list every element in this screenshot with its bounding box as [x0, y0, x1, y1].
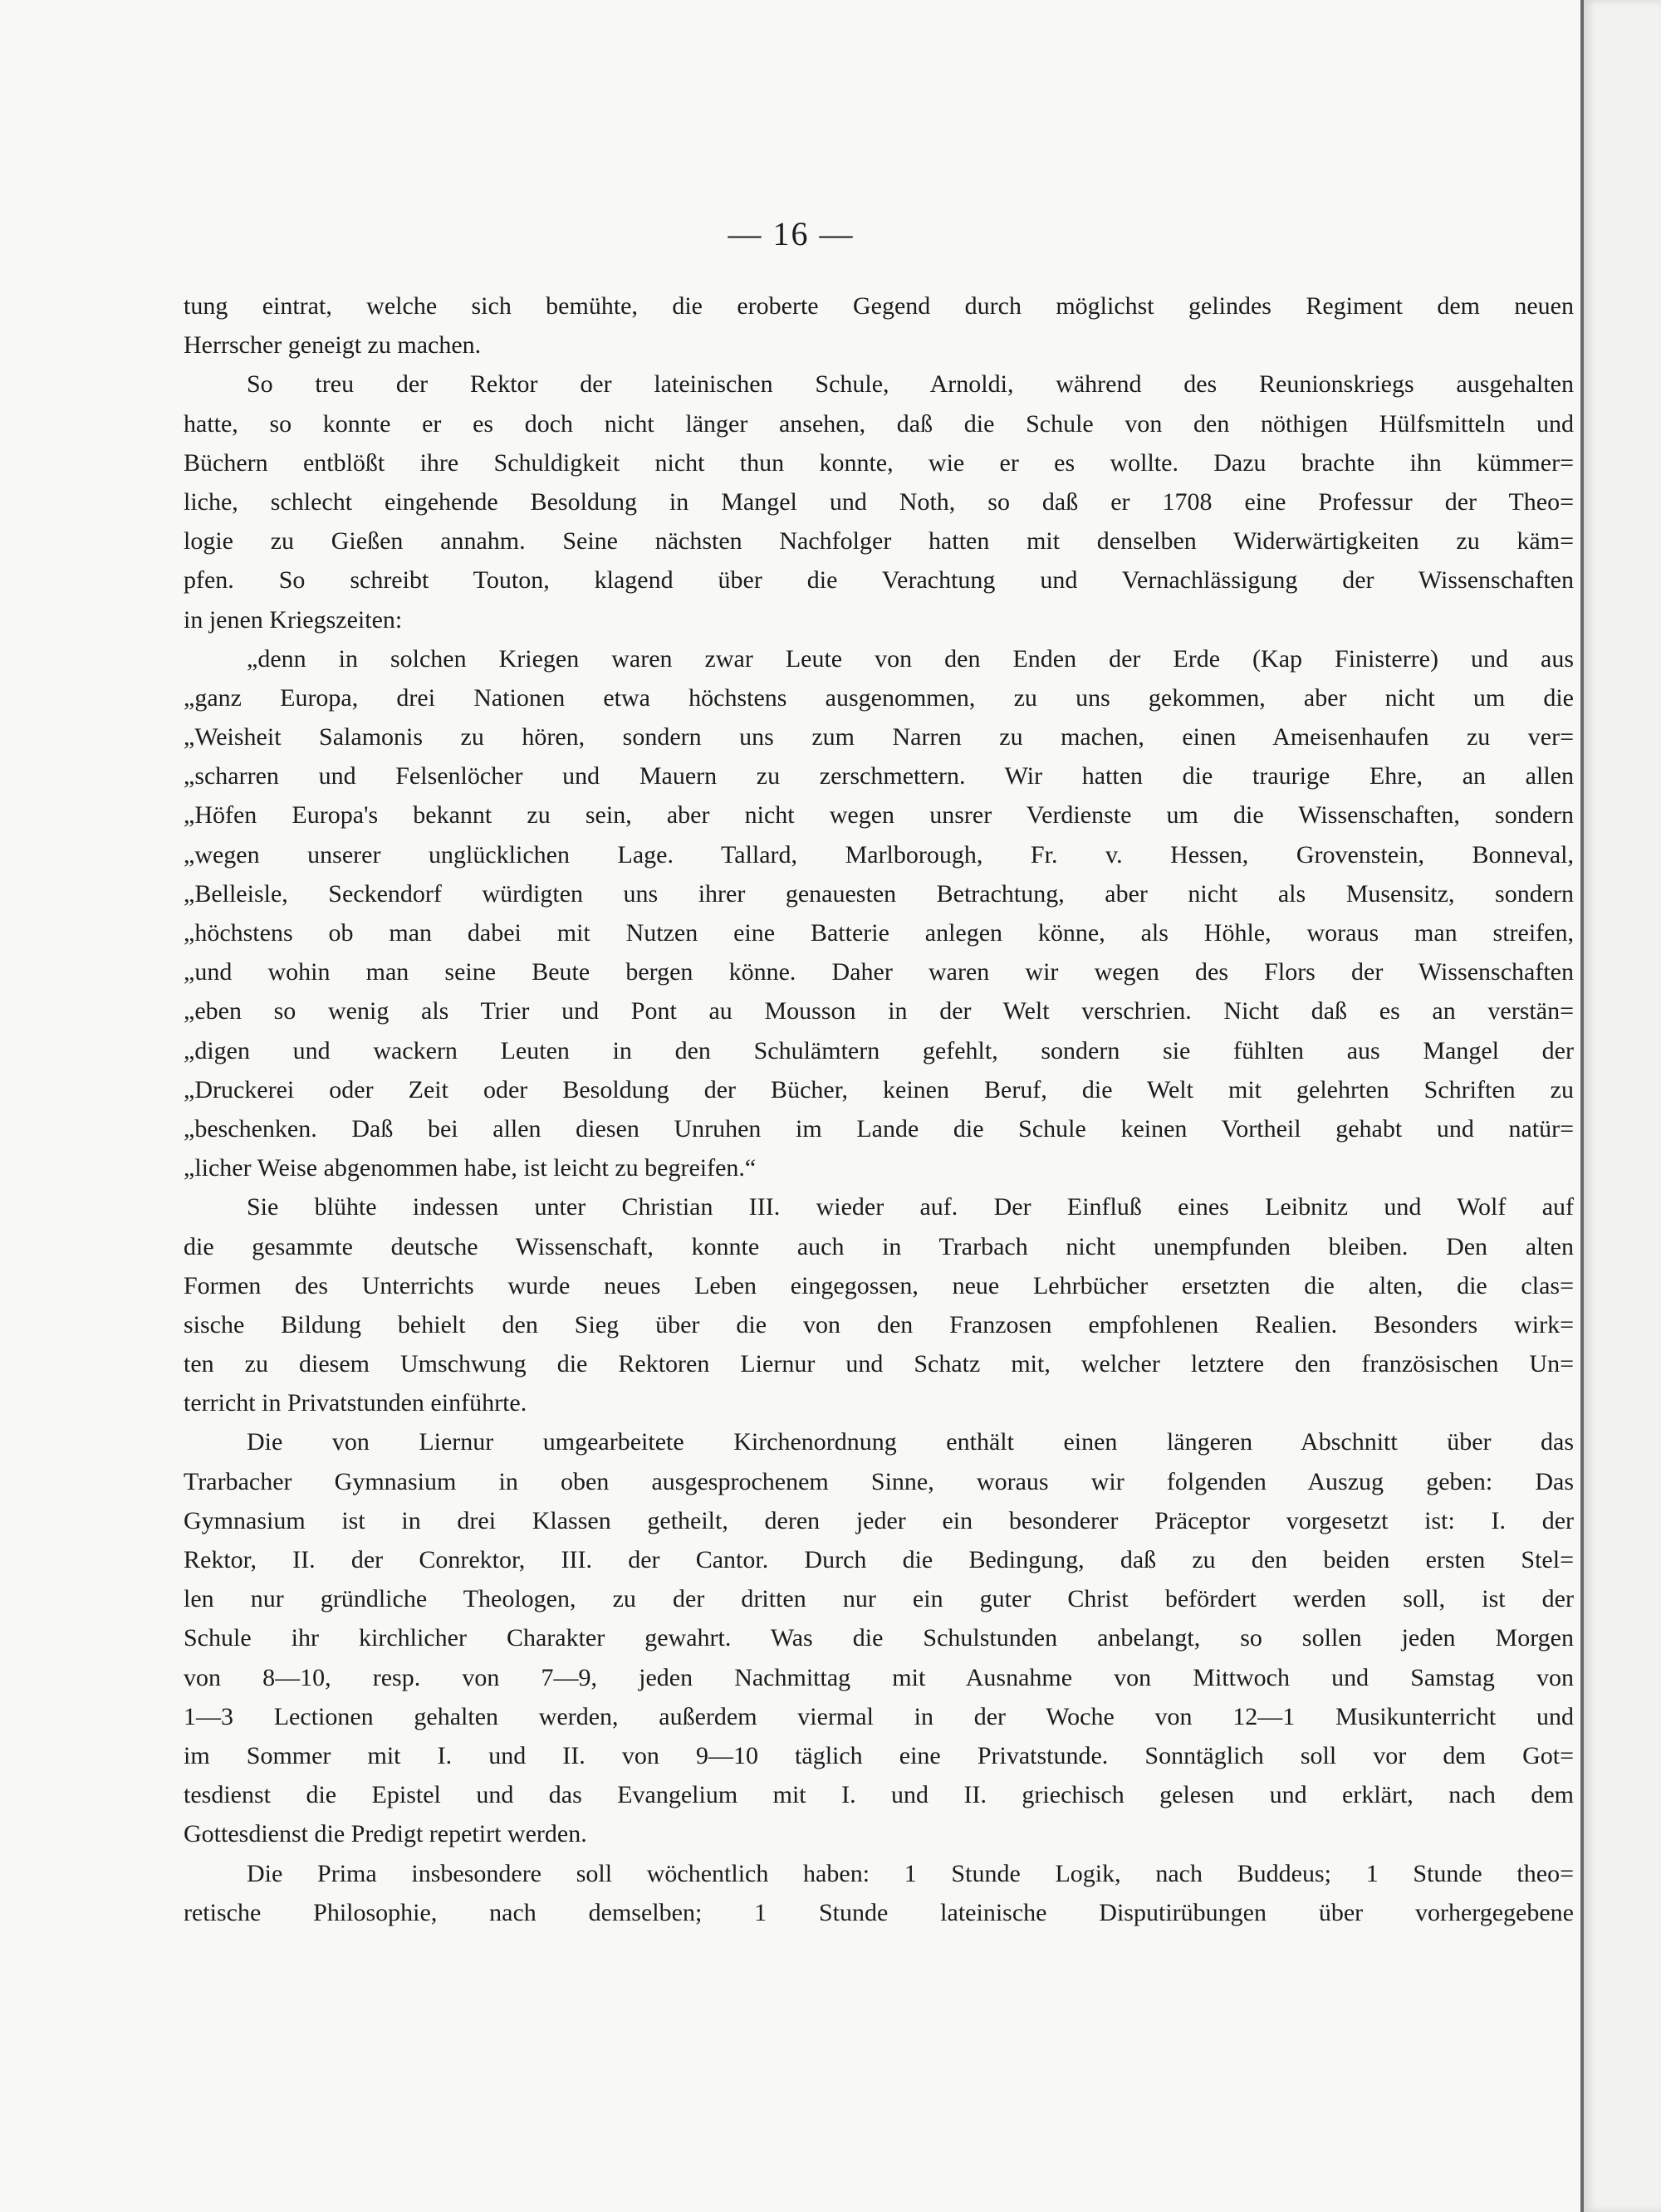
text-line: in jenen Kriegszeiten:	[184, 605, 403, 634]
text-line: „ganz Europa, drei Nationen etwa höchstens ausgenommen, zu uns gekommen, aber nicht um die	[184, 683, 1574, 712]
text-line: Gymnasium ist in drei Klassen getheilt, deren jeder ein besonderer Präceptor vorgesetzt ist: I. der	[184, 1506, 1574, 1534]
text-line: Formen des Unterrichts wurde neues Leben eingegossen, neue Lehrbücher ersetzten die alten, die clas=	[184, 1271, 1574, 1299]
text-line: pfen. So schreibt Touton, klagend über die Verachtung und Vernachlässigung der Wissenschaften	[184, 566, 1574, 595]
text-line: „digen und wackern Leuten in den Schulämtern gefehlt, sondern sie fühlten aus Mangel der	[184, 1036, 1574, 1064]
text-line: die gesammte deutsche Wissenschaft, konnte auch in Trarbach nicht unempfunden bleiben. Den alten	[184, 1232, 1574, 1260]
paragraph	[184, 286, 1574, 365]
text-line: liche, schlecht eingehende Besoldung in Mangel und Noth, so daß er 1708 eine Professur der Theo=	[184, 487, 1574, 516]
text-line: Rektor, II. der Conrektor, III. der Cantor. Durch die Bedingung, daß zu den beiden ersten Stel=	[184, 1546, 1574, 1573]
text-line: „scharren und Felsenlöcher und Mauern zu zerschmettern. Wir hatten die traurige Ehre, an allen	[184, 762, 1574, 790]
text-line: 1—3 Lectionen gehalten werden, außerdem viermal in der Woche von 12—1 Musikunterricht und	[184, 1702, 1574, 1730]
text-line: retische Philosophie, nach demselben; 1 Stunde lateinische Disputirübungen über vorhergegebene	[184, 1898, 1574, 1926]
text-line: Herrscher geneigt zu machen.	[184, 331, 482, 360]
text-line: tung eintrat, welche sich bemühte, die eroberte Gegend durch möglichst gelindes Regiment dem neuen	[184, 292, 1574, 320]
text-line: „Höfen Europa's bekannt zu sein, aber nicht wegen unsrer Verdienste um die Wissenschaften, sondern	[184, 801, 1574, 830]
text-line: hatte, so konnte er es doch nicht länger ansehen, daß die Schule von den nöthigen Hülfsmitteln und	[184, 409, 1574, 438]
text-line: „wegen unserer unglücklichen Lage. Tallard, Marlborough, Fr. v. Hessen, Grovenstein, Bonneval,	[184, 840, 1574, 869]
text-line: von 8—10, resp. von 7—9, jeden Nachmittag mit Ausnahme von Mittwoch und Samstag von	[184, 1663, 1574, 1691]
text-line: „höchstens ob man dabei mit Nutzen eine Batterie anlegen könne, als Höhle, woraus man streifen,	[184, 919, 1574, 947]
paragraph	[184, 365, 1574, 639]
text-line: „Weisheit Salamonis zu hören, sondern uns zum Narren zu machen, einen Ameisenhaufen zu ver=	[184, 723, 1574, 751]
body-text	[184, 286, 1574, 1932]
text-line: So treu der Rektor der lateinischen Schule, Arnoldi, während des Reunionskriegs ausgehalten	[247, 370, 1574, 399]
text-line: „licher Weise abgenommen habe, ist leicht zu begreifen.“	[184, 1154, 757, 1182]
text-line: Sie blühte indessen unter Christian III. wieder auf. Der Einfluß eines Leibnitz und Wolf auf	[247, 1193, 1574, 1221]
paragraph	[184, 1854, 1574, 1932]
text-line: len nur gründliche Theologen, zu der dritten nur ein guter Christ befördert werden soll, ist der	[184, 1585, 1574, 1613]
text-line: „Druckerei oder Zeit oder Besoldung der Bücher, keinen Beruf, die Welt mit gelehrten Schriften zu	[184, 1075, 1574, 1104]
text-line: „denn in solchen Kriegen waren zwar Leute von den Enden der Erde (Kap Finisterre) und aus	[247, 644, 1574, 673]
text-line: Schule ihr kirchlicher Charakter gewahrt. Was die Schulstunden anbelangt, so sollen jeden Morgen	[184, 1624, 1574, 1652]
text-line: logie zu Gießen annahm. Seine nächsten Nachfolger hatten mit denselben Widerwärtigkeiten zu käm=	[184, 527, 1574, 555]
paragraph	[184, 1422, 1574, 1853]
page-number: — 16 —	[728, 215, 855, 252]
text-line: „beschenken. Daß bei allen diesen Unruhen im Lande die Schule keinen Vortheil gehabt und natür=	[184, 1114, 1574, 1143]
text-line: „und wohin man seine Beute bergen könne. Daher waren wir wegen des Flors der Wissenschaften	[184, 958, 1574, 986]
text-line: Die Prima insbesondere soll wöchentlich haben: 1 Stunde Logik, nach Buddeus; 1 Stunde theo=	[247, 1859, 1574, 1887]
text-line: ten zu diesem Umschwung die Rektoren Liernur und Schatz mit, welcher letztere den französischen Un=	[184, 1350, 1574, 1378]
text-line: Die von Liernur umgearbeitete Kirchenordnung enthält einen längeren Abschnitt über das	[247, 1428, 1574, 1456]
text-line: tesdienst die Epistel und das Evangelium mit I. und II. griechisch gelesen und erklärt, nach dem	[184, 1781, 1574, 1809]
text-line: Gottesdienst die Predigt repetirt werden.	[184, 1820, 587, 1848]
text-line: „Belleisle, Seckendorf würdigten uns ihrer genauesten Betrachtung, aber nicht als Musensitz, sondern	[184, 879, 1574, 908]
paragraph	[184, 639, 1574, 1188]
text-line: „eben so wenig als Trier und Pont au Mousson in der Welt verschrien. Nicht daß es an verstän=	[184, 997, 1574, 1025]
text-line: terricht in Privatstunden einführte.	[184, 1389, 527, 1417]
text-line: Büchern entblößt ihre Schuldigkeit nicht thun konnte, wie er es wollte. Dazu brachte ihn kümmer=	[184, 448, 1574, 477]
text-line: Trarbacher Gymnasium in oben ausgesprochenem Sinne, woraus wir folgenden Auszug geben: Das	[184, 1467, 1574, 1495]
facing-page-strip	[1584, 0, 1661, 2212]
paragraph	[184, 1187, 1574, 1422]
text-line: im Sommer mit I. und II. von 9—10 täglich eine Privatstunde. Sonntäglich soll vor dem Got=	[184, 1741, 1574, 1769]
text-line: sische Bildung behielt den Sieg über die von den Franzosen empfohlenen Realien. Besonders wirk=	[184, 1310, 1574, 1338]
